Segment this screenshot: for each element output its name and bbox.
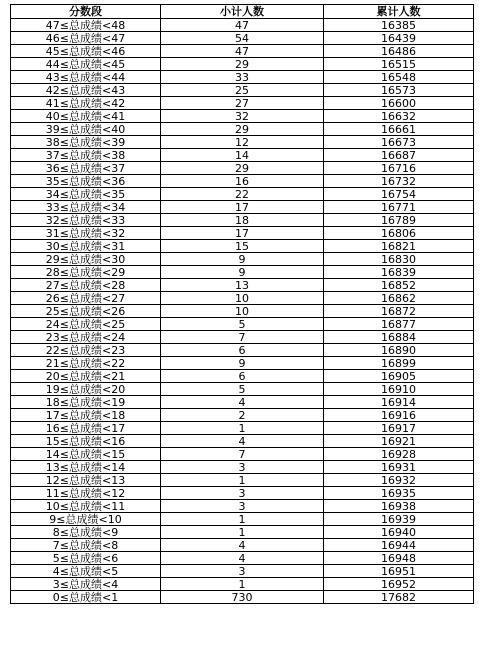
cell-cumulative-count: 16931 [324, 461, 474, 474]
cell-score-range: 47≤总成绩<48 [11, 19, 161, 32]
table-row [11, 71, 474, 84]
table-row [11, 435, 474, 448]
cell-cumulative-count: 16938 [324, 500, 474, 513]
table-row [11, 409, 474, 422]
cell-subtotal-count: 3 [161, 487, 324, 500]
table-row [11, 591, 474, 604]
table-row [11, 500, 474, 513]
cell-subtotal-count: 3 [161, 500, 324, 513]
table-row [11, 513, 474, 526]
table-row [11, 305, 474, 318]
score-distribution-table [10, 4, 474, 604]
table-row [11, 201, 474, 214]
cell-score-range: 40≤总成绩<41 [11, 110, 161, 123]
cell-score-range: 30≤总成绩<31 [11, 240, 161, 253]
table-row [11, 136, 474, 149]
cell-cumulative-count: 16944 [324, 539, 474, 552]
cell-cumulative-count: 16732 [324, 175, 474, 188]
cell-score-range: 37≤总成绩<38 [11, 149, 161, 162]
table-row [11, 526, 474, 539]
table-row [11, 539, 474, 552]
cell-subtotal-count: 9 [161, 357, 324, 370]
table-row [11, 32, 474, 45]
cell-cumulative-count: 16884 [324, 331, 474, 344]
cell-score-range: 28≤总成绩<29 [11, 266, 161, 279]
cell-score-range: 14≤总成绩<15 [11, 448, 161, 461]
cell-score-range: 38≤总成绩<39 [11, 136, 161, 149]
table-row [11, 162, 474, 175]
cell-subtotal-count: 7 [161, 331, 324, 344]
cell-subtotal-count: 12 [161, 136, 324, 149]
cell-cumulative-count: 16910 [324, 383, 474, 396]
cell-score-range: 24≤总成绩<25 [11, 318, 161, 331]
table-header [11, 5, 474, 19]
table-row [11, 448, 474, 461]
cell-score-range: 15≤总成绩<16 [11, 435, 161, 448]
table-row [11, 474, 474, 487]
cell-subtotal-count: 2 [161, 409, 324, 422]
cell-subtotal-count: 25 [161, 84, 324, 97]
cell-score-range: 11≤总成绩<12 [11, 487, 161, 500]
cell-subtotal-count: 47 [161, 19, 324, 32]
cell-score-range: 17≤总成绩<18 [11, 409, 161, 422]
cell-subtotal-count: 7 [161, 448, 324, 461]
cell-cumulative-count: 16771 [324, 201, 474, 214]
cell-subtotal-count: 22 [161, 188, 324, 201]
cell-subtotal-count: 47 [161, 45, 324, 58]
cell-subtotal-count: 1 [161, 513, 324, 526]
cell-score-range: 7≤总成绩<8 [11, 539, 161, 552]
cell-subtotal-count: 730 [161, 591, 324, 604]
cell-subtotal-count: 1 [161, 474, 324, 487]
cell-subtotal-count: 54 [161, 32, 324, 45]
cell-cumulative-count: 16899 [324, 357, 474, 370]
cell-score-range: 8≤总成绩<9 [11, 526, 161, 539]
cell-cumulative-count: 16385 [324, 19, 474, 32]
cell-subtotal-count: 4 [161, 396, 324, 409]
cell-subtotal-count: 10 [161, 292, 324, 305]
cell-cumulative-count: 16852 [324, 279, 474, 292]
cell-cumulative-count: 16632 [324, 110, 474, 123]
cell-subtotal-count: 13 [161, 279, 324, 292]
cell-cumulative-count: 16914 [324, 396, 474, 409]
cell-score-range: 26≤总成绩<27 [11, 292, 161, 305]
table-row [11, 266, 474, 279]
cell-subtotal-count: 9 [161, 266, 324, 279]
cell-cumulative-count: 16932 [324, 474, 474, 487]
table-row [11, 396, 474, 409]
cell-score-range: 20≤总成绩<21 [11, 370, 161, 383]
cell-cumulative-count: 16890 [324, 344, 474, 357]
cell-cumulative-count: 16573 [324, 84, 474, 97]
cell-score-range: 43≤总成绩<44 [11, 71, 161, 84]
cell-cumulative-count: 16921 [324, 435, 474, 448]
cell-subtotal-count: 33 [161, 71, 324, 84]
cell-subtotal-count: 17 [161, 201, 324, 214]
table-row [11, 45, 474, 58]
cell-score-range: 0≤总成绩<1 [11, 591, 161, 604]
table-row [11, 461, 474, 474]
cell-score-range: 33≤总成绩<34 [11, 201, 161, 214]
cell-cumulative-count: 16716 [324, 162, 474, 175]
cell-cumulative-count: 16600 [324, 97, 474, 110]
header-row [11, 5, 474, 19]
cell-score-range: 45≤总成绩<46 [11, 45, 161, 58]
cell-cumulative-count: 16916 [324, 409, 474, 422]
cell-cumulative-count: 16935 [324, 487, 474, 500]
cell-cumulative-count: 16789 [324, 214, 474, 227]
cell-cumulative-count: 16486 [324, 45, 474, 58]
cell-score-range: 5≤总成绩<6 [11, 552, 161, 565]
table-row [11, 240, 474, 253]
cell-cumulative-count: 16839 [324, 266, 474, 279]
cell-cumulative-count: 16862 [324, 292, 474, 305]
cell-cumulative-count: 16439 [324, 32, 474, 45]
cell-cumulative-count: 16754 [324, 188, 474, 201]
cell-cumulative-count: 16548 [324, 71, 474, 84]
cell-subtotal-count: 9 [161, 253, 324, 266]
cell-subtotal-count: 16 [161, 175, 324, 188]
cell-score-range: 39≤总成绩<40 [11, 123, 161, 136]
table-row [11, 565, 474, 578]
cell-subtotal-count: 4 [161, 552, 324, 565]
cell-subtotal-count: 32 [161, 110, 324, 123]
cell-subtotal-count: 17 [161, 227, 324, 240]
cell-cumulative-count: 17682 [324, 591, 474, 604]
cell-cumulative-count: 16806 [324, 227, 474, 240]
cell-subtotal-count: 1 [161, 526, 324, 539]
table-row [11, 227, 474, 240]
cell-score-range: 46≤总成绩<47 [11, 32, 161, 45]
cell-score-range: 34≤总成绩<35 [11, 188, 161, 201]
cell-cumulative-count: 16928 [324, 448, 474, 461]
cell-score-range: 29≤总成绩<30 [11, 253, 161, 266]
cell-subtotal-count: 4 [161, 539, 324, 552]
table-row [11, 487, 474, 500]
cell-score-range: 31≤总成绩<32 [11, 227, 161, 240]
cell-cumulative-count: 16948 [324, 552, 474, 565]
header-cumulative-count: 累计人数 [324, 5, 474, 19]
cell-score-range: 10≤总成绩<11 [11, 500, 161, 513]
cell-score-range: 32≤总成绩<33 [11, 214, 161, 227]
table-row [11, 344, 474, 357]
cell-subtotal-count: 6 [161, 370, 324, 383]
cell-cumulative-count: 16661 [324, 123, 474, 136]
cell-cumulative-count: 16917 [324, 422, 474, 435]
cell-cumulative-count: 16939 [324, 513, 474, 526]
cell-cumulative-count: 16872 [324, 305, 474, 318]
cell-subtotal-count: 1 [161, 578, 324, 591]
cell-cumulative-count: 16830 [324, 253, 474, 266]
cell-subtotal-count: 29 [161, 58, 324, 71]
table-row [11, 214, 474, 227]
cell-cumulative-count: 16952 [324, 578, 474, 591]
header-score-range: 分数段 [11, 5, 161, 19]
cell-score-range: 21≤总成绩<22 [11, 357, 161, 370]
cell-cumulative-count: 16821 [324, 240, 474, 253]
cell-subtotal-count: 3 [161, 565, 324, 578]
table-row [11, 123, 474, 136]
table-row [11, 188, 474, 201]
cell-subtotal-count: 3 [161, 461, 324, 474]
cell-subtotal-count: 10 [161, 305, 324, 318]
cell-score-range: 9≤总成绩<10 [11, 513, 161, 526]
cell-cumulative-count: 16951 [324, 565, 474, 578]
cell-score-range: 4≤总成绩<5 [11, 565, 161, 578]
table-row [11, 383, 474, 396]
table-row [11, 279, 474, 292]
cell-score-range: 35≤总成绩<36 [11, 175, 161, 188]
table-row [11, 58, 474, 71]
table-row [11, 253, 474, 266]
cell-subtotal-count: 5 [161, 383, 324, 396]
cell-subtotal-count: 4 [161, 435, 324, 448]
header-subtotal-count: 小计人数 [161, 5, 324, 19]
table-row [11, 422, 474, 435]
table-row [11, 97, 474, 110]
cell-subtotal-count: 27 [161, 97, 324, 110]
cell-score-range: 23≤总成绩<24 [11, 331, 161, 344]
table-row [11, 149, 474, 162]
cell-score-range: 42≤总成绩<43 [11, 84, 161, 97]
table-row [11, 370, 474, 383]
table-row [11, 552, 474, 565]
table-row [11, 318, 474, 331]
cell-subtotal-count: 29 [161, 123, 324, 136]
cell-score-range: 16≤总成绩<17 [11, 422, 161, 435]
cell-subtotal-count: 5 [161, 318, 324, 331]
cell-score-range: 25≤总成绩<26 [11, 305, 161, 318]
cell-score-range: 12≤总成绩<13 [11, 474, 161, 487]
cell-score-range: 18≤总成绩<19 [11, 396, 161, 409]
table-row [11, 175, 474, 188]
cell-score-range: 3≤总成绩<4 [11, 578, 161, 591]
cell-cumulative-count: 16673 [324, 136, 474, 149]
cell-score-range: 41≤总成绩<42 [11, 97, 161, 110]
cell-subtotal-count: 6 [161, 344, 324, 357]
cell-score-range: 19≤总成绩<20 [11, 383, 161, 396]
table-row [11, 578, 474, 591]
cell-cumulative-count: 16940 [324, 526, 474, 539]
table-row [11, 110, 474, 123]
cell-score-range: 36≤总成绩<37 [11, 162, 161, 175]
table-body [11, 19, 474, 604]
cell-subtotal-count: 1 [161, 422, 324, 435]
table-row [11, 19, 474, 32]
cell-cumulative-count: 16687 [324, 149, 474, 162]
table-row [11, 357, 474, 370]
cell-score-range: 22≤总成绩<23 [11, 344, 161, 357]
cell-subtotal-count: 14 [161, 149, 324, 162]
table-row [11, 331, 474, 344]
cell-subtotal-count: 29 [161, 162, 324, 175]
cell-subtotal-count: 15 [161, 240, 324, 253]
cell-subtotal-count: 18 [161, 214, 324, 227]
cell-cumulative-count: 16515 [324, 58, 474, 71]
table-row [11, 292, 474, 305]
cell-score-range: 13≤总成绩<14 [11, 461, 161, 474]
cell-score-range: 44≤总成绩<45 [11, 58, 161, 71]
table-row [11, 84, 474, 97]
cell-cumulative-count: 16905 [324, 370, 474, 383]
cell-score-range: 27≤总成绩<28 [11, 279, 161, 292]
cell-cumulative-count: 16877 [324, 318, 474, 331]
